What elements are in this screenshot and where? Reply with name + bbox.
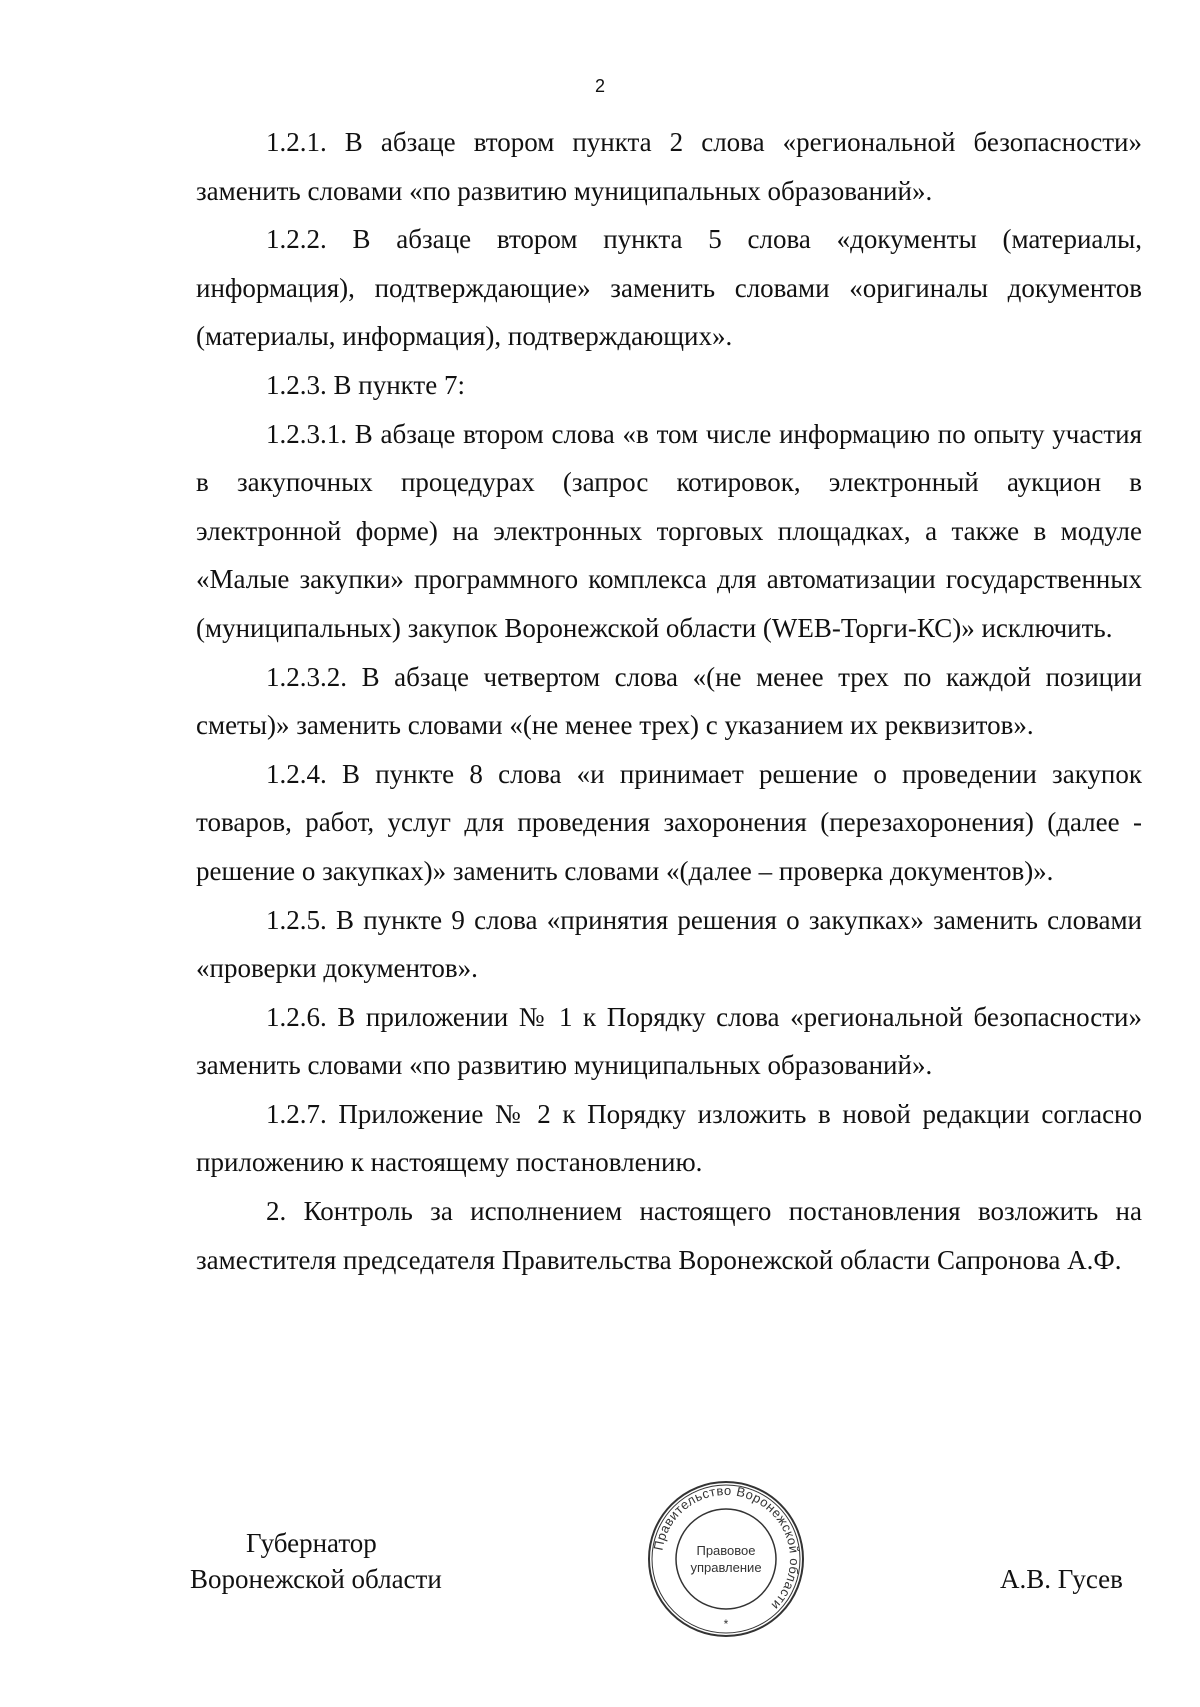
seal-inner-line-1: Правовое [696,1543,756,1558]
signatory-position [190,1525,442,1597]
signatory-name: А.В. Гусев [1000,1564,1123,1594]
document-body [196,118,1142,1284]
paragraph-1-2-3: 1.2.3. В пункте 7: [266,369,465,400]
signatory-region: Воронежской области [190,1564,442,1594]
official-seal-stamp [646,1479,806,1639]
paragraph-1-2-2: 1.2.2. В абзаце втором пункта 5 слова «документы (материалы, информация), подтверждающие» заменить словами «оригиналы документов (материалы, информация), подтверждающих». [196,224,1142,352]
page-number: 2 [594,76,605,96]
seal-inner-line-2: управление [690,1560,762,1575]
paragraph-1-2-1: 1.2.1. В абзаце втором пункта 2 слова «региональной безопасности» заменить словами «по развитию муниципальных образований». [196,127,1142,206]
paragraph-2: 2. Контроль за исполнением настоящего постановления возложить на заместителя председателя Правительства Воронежской области Сапронова А.Ф. [196,1196,1142,1275]
paragraph-1-2-4: 1.2.4. В пункте 8 слова «и принимает решение о проведении закупок товаров, работ, услуг для проведения захоронения (перезахоронения) (далее - решение о закупках)» заменить словами «(далее – проверка документов)». [196,758,1142,886]
paragraph-1-2-5: 1.2.5. В пункте 9 слова «принятия решения о закупках» заменить словами «проверки документов». [196,904,1142,984]
paragraph-1-2-3-2: 1.2.3.2. В абзаце четвертом слова «(не менее трех по каждой позиции сметы)» заменить словами «(не менее трех) с указанием их реквизитов». [196,661,1142,741]
paragraph-1-2-7: 1.2.7. Приложение № 2 к Порядку изложить в новой редакции согласно приложению к настоящему постановлению. [196,1098,1142,1178]
signatory-title: Губернатор [246,1528,377,1558]
seal-star: * [723,1617,729,1631]
paragraph-1-2-6: 1.2.6. В приложении № 1 к Порядку слова «региональной безопасности» заменить словами «по развитию муниципальных образований». [196,1001,1142,1081]
paragraph-1-2-3-1: 1.2.3.1. В абзаце втором слова «в том числе информацию по опыту участия в закупочных процедурах (запрос котировок, электронный аукцион в электронной форме) на электронных торговых площадках, а также в модуле «Малые закупки» программного комплекса для автоматизации государственных (муниципальных) закупок Воронежской области (WEB-Торги-КС)» исключить. [196,418,1142,643]
seal-outer-text: Правительство Воронежской области [650,1482,803,1614]
